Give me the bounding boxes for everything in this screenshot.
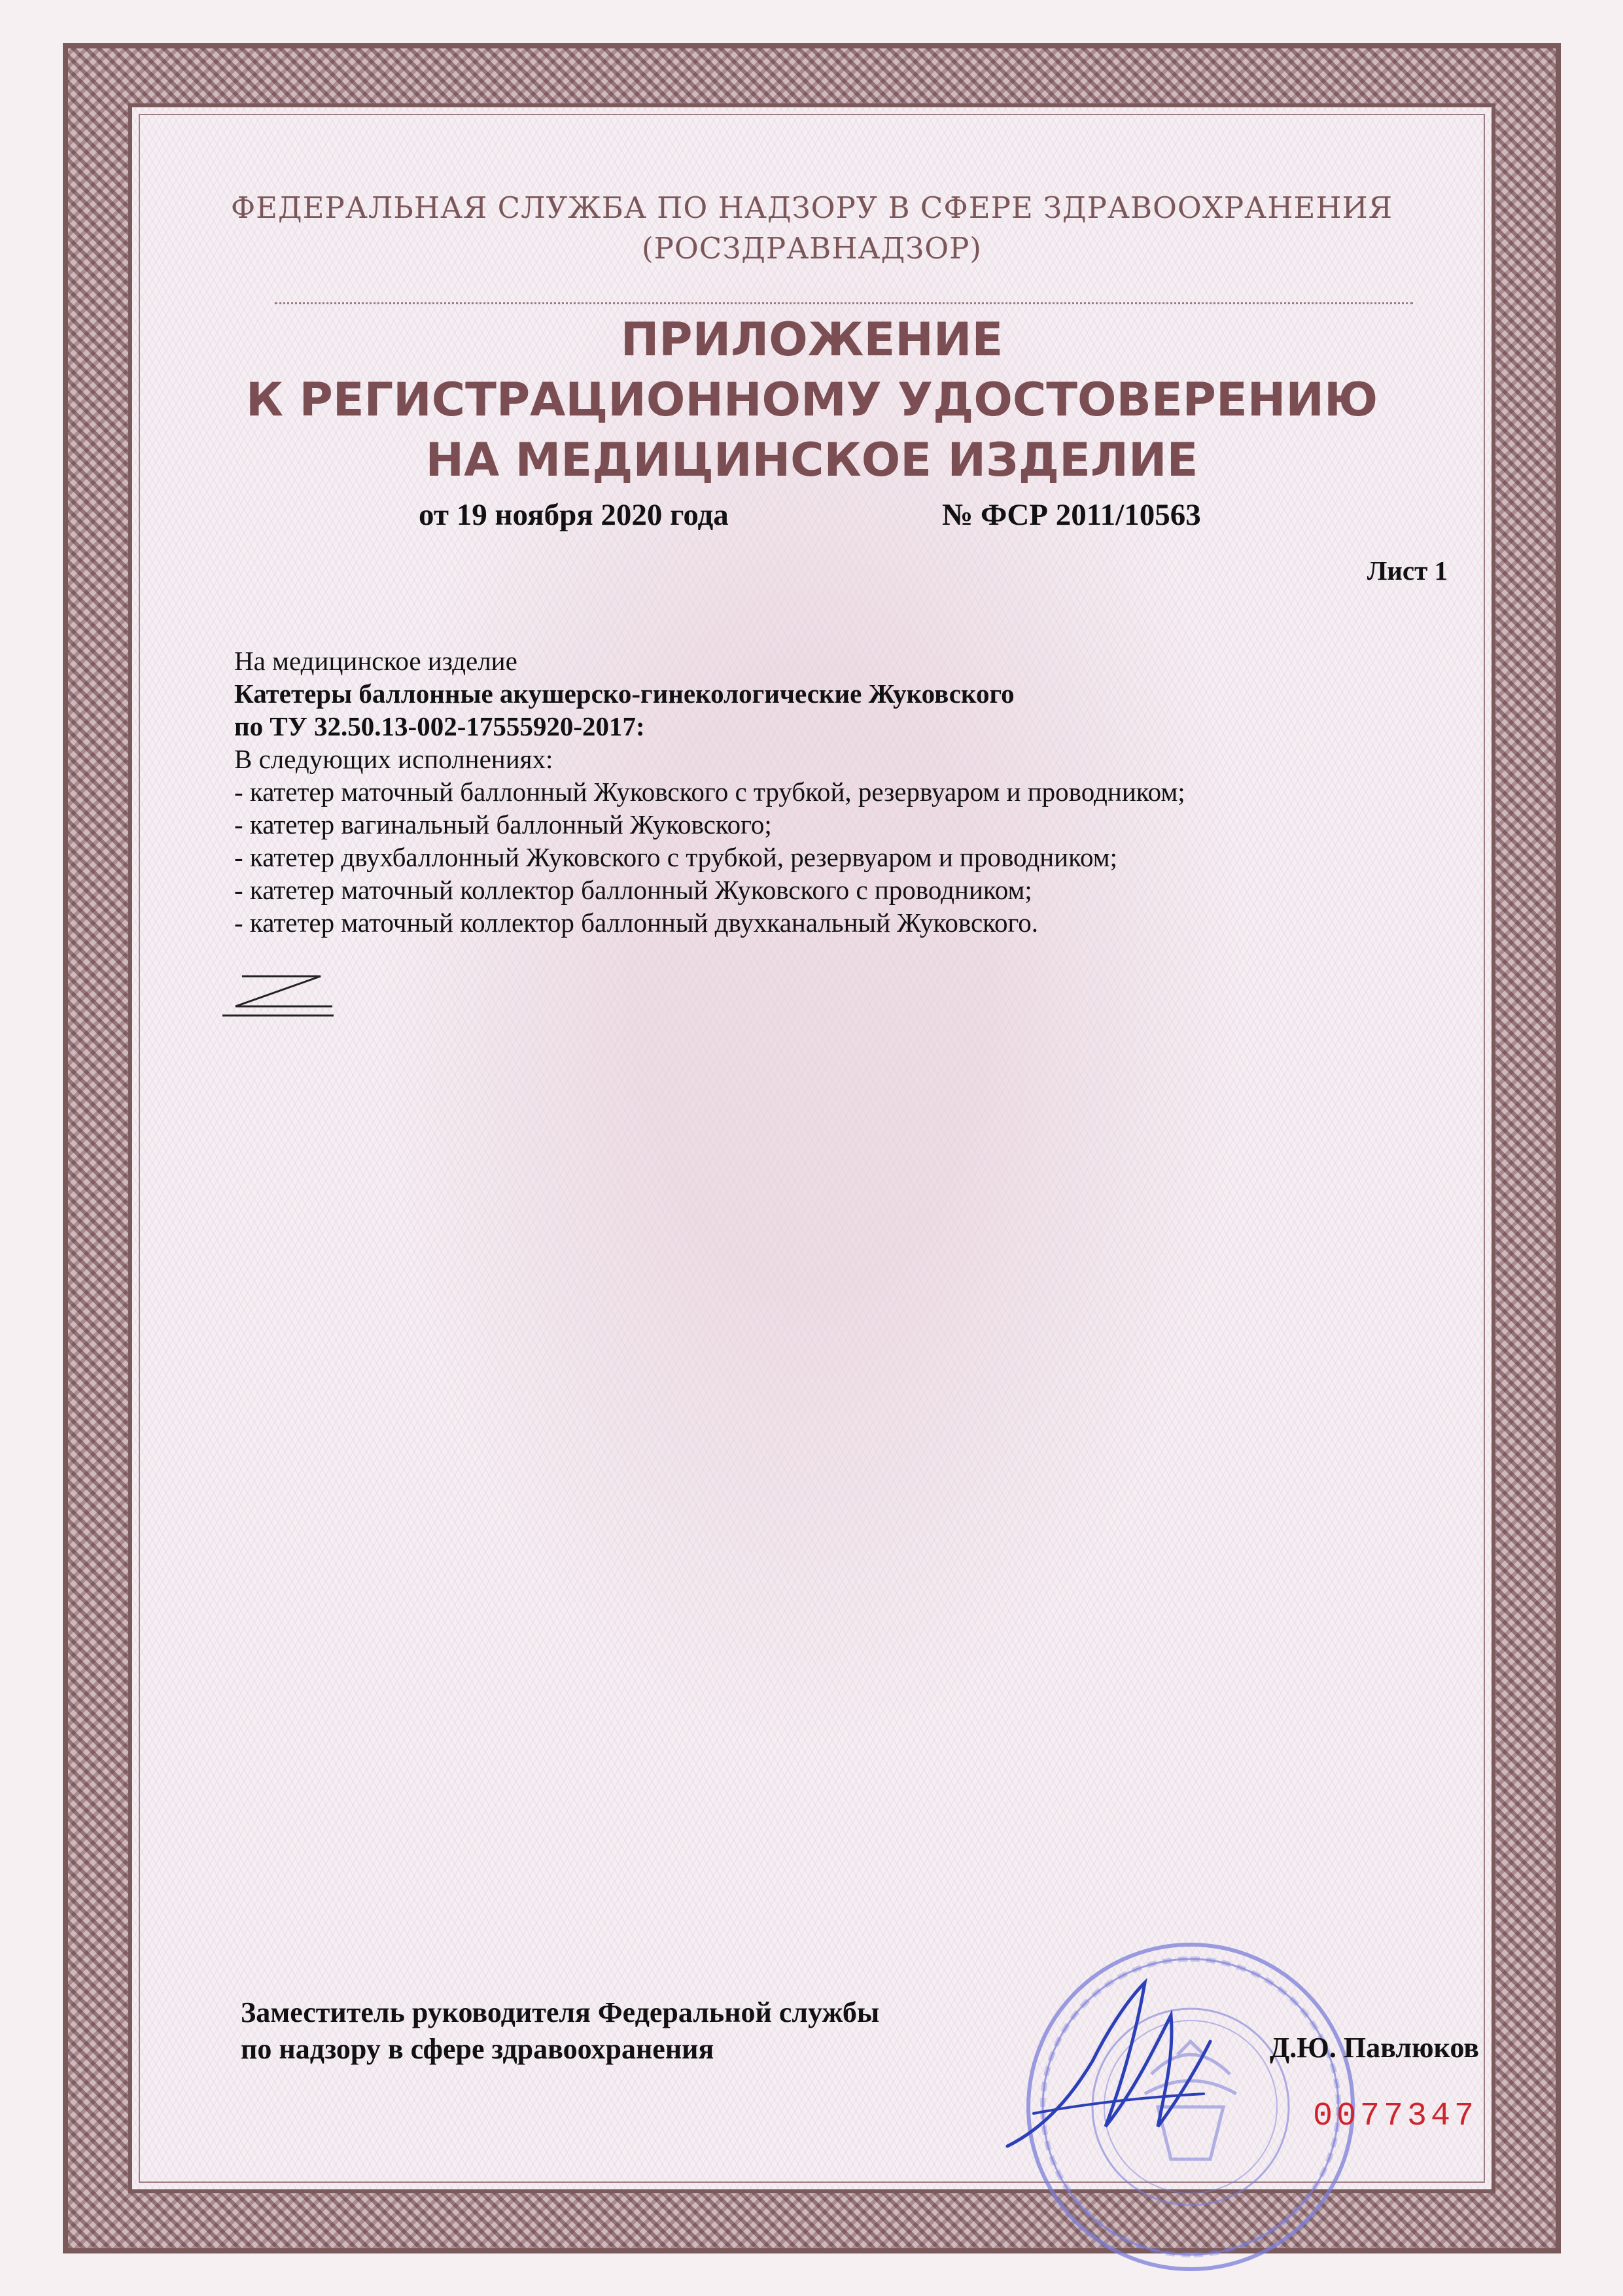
signatory-name: Д.Ю. Павлюков	[1270, 2032, 1479, 2064]
product-name: Катетеры баллонные акушерско-гинекологические Жуковского	[234, 679, 1015, 709]
document-subtitle-line2: НА МЕДИЦИНСКОЕ ИЗДЕЛИЕ	[425, 433, 1198, 487]
variants-heading: В следующих исполнениях:	[234, 744, 553, 774]
agency-abbreviation: (РОСЗДРАВНАДЗОР)	[642, 231, 982, 266]
document-title: ПРИЛОЖЕНИЕ	[620, 313, 1003, 366]
handwritten-signature	[994, 1963, 1269, 2159]
list-item: - катетер маточный коллектор баллонный Жуковского с проводником;	[234, 875, 1032, 905]
signatory-position-line1: Заместитель руководителя Федеральной службы	[241, 1996, 880, 2028]
document-subtitle-line1: К РЕГИСТРАЦИОННОМУ УДОСТОВЕРЕНИЮ	[245, 373, 1378, 427]
serial-number: 0077347	[1312, 2098, 1478, 2135]
z-closing-mark	[216, 968, 340, 1021]
sheet-number: Лист 1	[1367, 556, 1448, 586]
list-item: - катетер маточный коллектор баллонный двухканальный Жуковского.	[234, 908, 1039, 938]
list-item: - катетер двухбаллонный Жуковского с трубкой, резервуаром и проводником;	[234, 842, 1118, 872]
certificate-date: от 19 ноября 2020 года	[419, 498, 729, 532]
product-spec: по ТУ 32.50.13-002-17555920-2017:	[234, 711, 645, 741]
body-text	[234, 645, 1477, 939]
header-divider	[275, 302, 1413, 304]
certificate-number: № ФСР 2011/10563	[942, 498, 1201, 532]
intro-line: На медицинское изделие	[234, 646, 517, 676]
list-item: - катетер маточный баллонный Жуковского с трубкой, резервуаром и проводником;	[234, 777, 1185, 807]
signatory-position	[241, 1994, 879, 2068]
signatory-position-line2: по надзору в сфере здравоохранения	[241, 2033, 714, 2065]
list-item: - катетер вагинальный баллонный Жуковского;	[234, 809, 772, 839]
agency-name: ФЕДЕРАЛЬНАЯ СЛУЖБА ПО НАДЗОРУ В СФЕРЕ ЗДРАВООХРАНЕНИЯ	[230, 190, 1393, 225]
